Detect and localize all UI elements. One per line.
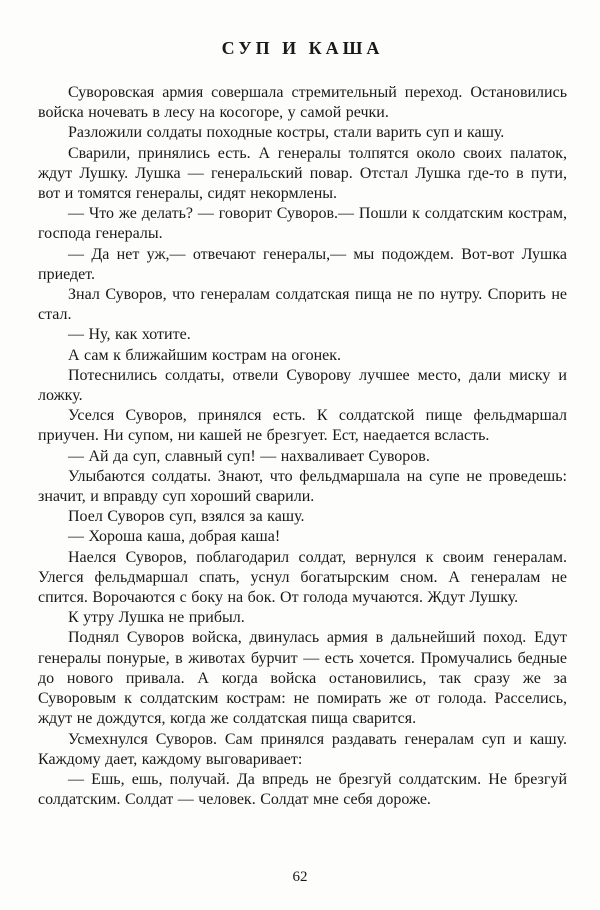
paragraph: — Ай да суп, славный суп! — нахваливает Суворов. (68, 447, 430, 465)
paragraph: — Ну, как хотите. (68, 326, 191, 344)
paragraph: — Что же делать? — говорит Суворов.— Пошли к солдатским кострам, господа генералы. (38, 205, 567, 243)
paragraph: — Да нет уж,— отвечают генералы,— мы подождем. Вот-вот Лушка приедет. (38, 245, 567, 283)
paragraph: Усмехнулся Суворов. Сам принялся раздавать генералам суп и кашу. Каждому дает, каждому выговаривает: (38, 730, 567, 768)
paragraph: Разложили солдаты походные костры, стали варить суп и кашу. (68, 124, 505, 142)
paragraph: Суворовская армия совершала стремительный переход. Остановились войска ночевать в лесу на косогоре, у самой речки. (38, 84, 567, 122)
paragraph: Потеснились солдаты, отвели Суворову лучшее место, дали миску и ложку. (38, 366, 567, 405)
paragraph: К утру Лушка не прибыл. (68, 609, 245, 627)
paragraph: Уселся Суворов, принялся есть. К солдатской пище фельдмаршал приучен. Ни супом, ни кашей не брезгует. Ест, наедается всласть. (38, 407, 567, 445)
paragraph: А сам к ближайшим кострам на огонек. (68, 346, 342, 364)
paragraph: Поел Суворов суп, взялся за кашу. (68, 508, 305, 526)
paragraph: — Ешь, ешь, получай. Да впредь не брезгуй солдатским. Не брезгуй солдатским. Солдат — человек. Солдат мне себя дороже. (38, 770, 567, 809)
paragraph: Сварили, принялись есть. А генералы толпятся около своих палаток, ждут Лушку. Лушка — генеральский повар. Отстал Лушка где-то в пути, вот и томятся генералы, сидят некормлены. (38, 144, 567, 203)
paragraph: — Хороша каша, добрая каша! (68, 528, 281, 546)
page-number: 62 (292, 869, 308, 885)
story-title: СУП И КАША (221, 38, 384, 58)
paragraph: Знал Суворов, что генералам солдатская пища не по нутру. Спорить не стал. (38, 286, 567, 324)
paragraph: Улыбаются солдаты. Знают, что фельдмаршала на супе не проведешь: значит, и вправду суп хороший сварили. (38, 467, 567, 506)
story-text (38, 83, 567, 810)
paragraph: Поднял Суворов войска, двинулась армия в дальнейший поход. Едут генералы понурые, в животах бурчит — есть хочется. Промучались бедные до нового привала. А когда войска остановились, так сразу же за Суворовым к солдатским кострам: не помирать же от голода. Расселись, ждут не дождутся, когда же солдатская пища сварится. (38, 629, 567, 728)
paragraph: Наелся Суворов, поблагодарил солдат, вернулся к своим генералам. Улегся фельдмаршал спать, уснул богатырским сном. А генералам не спится. Ворочаются с боку на бок. От голода мучаются. Ждут Лушку. (38, 548, 567, 607)
